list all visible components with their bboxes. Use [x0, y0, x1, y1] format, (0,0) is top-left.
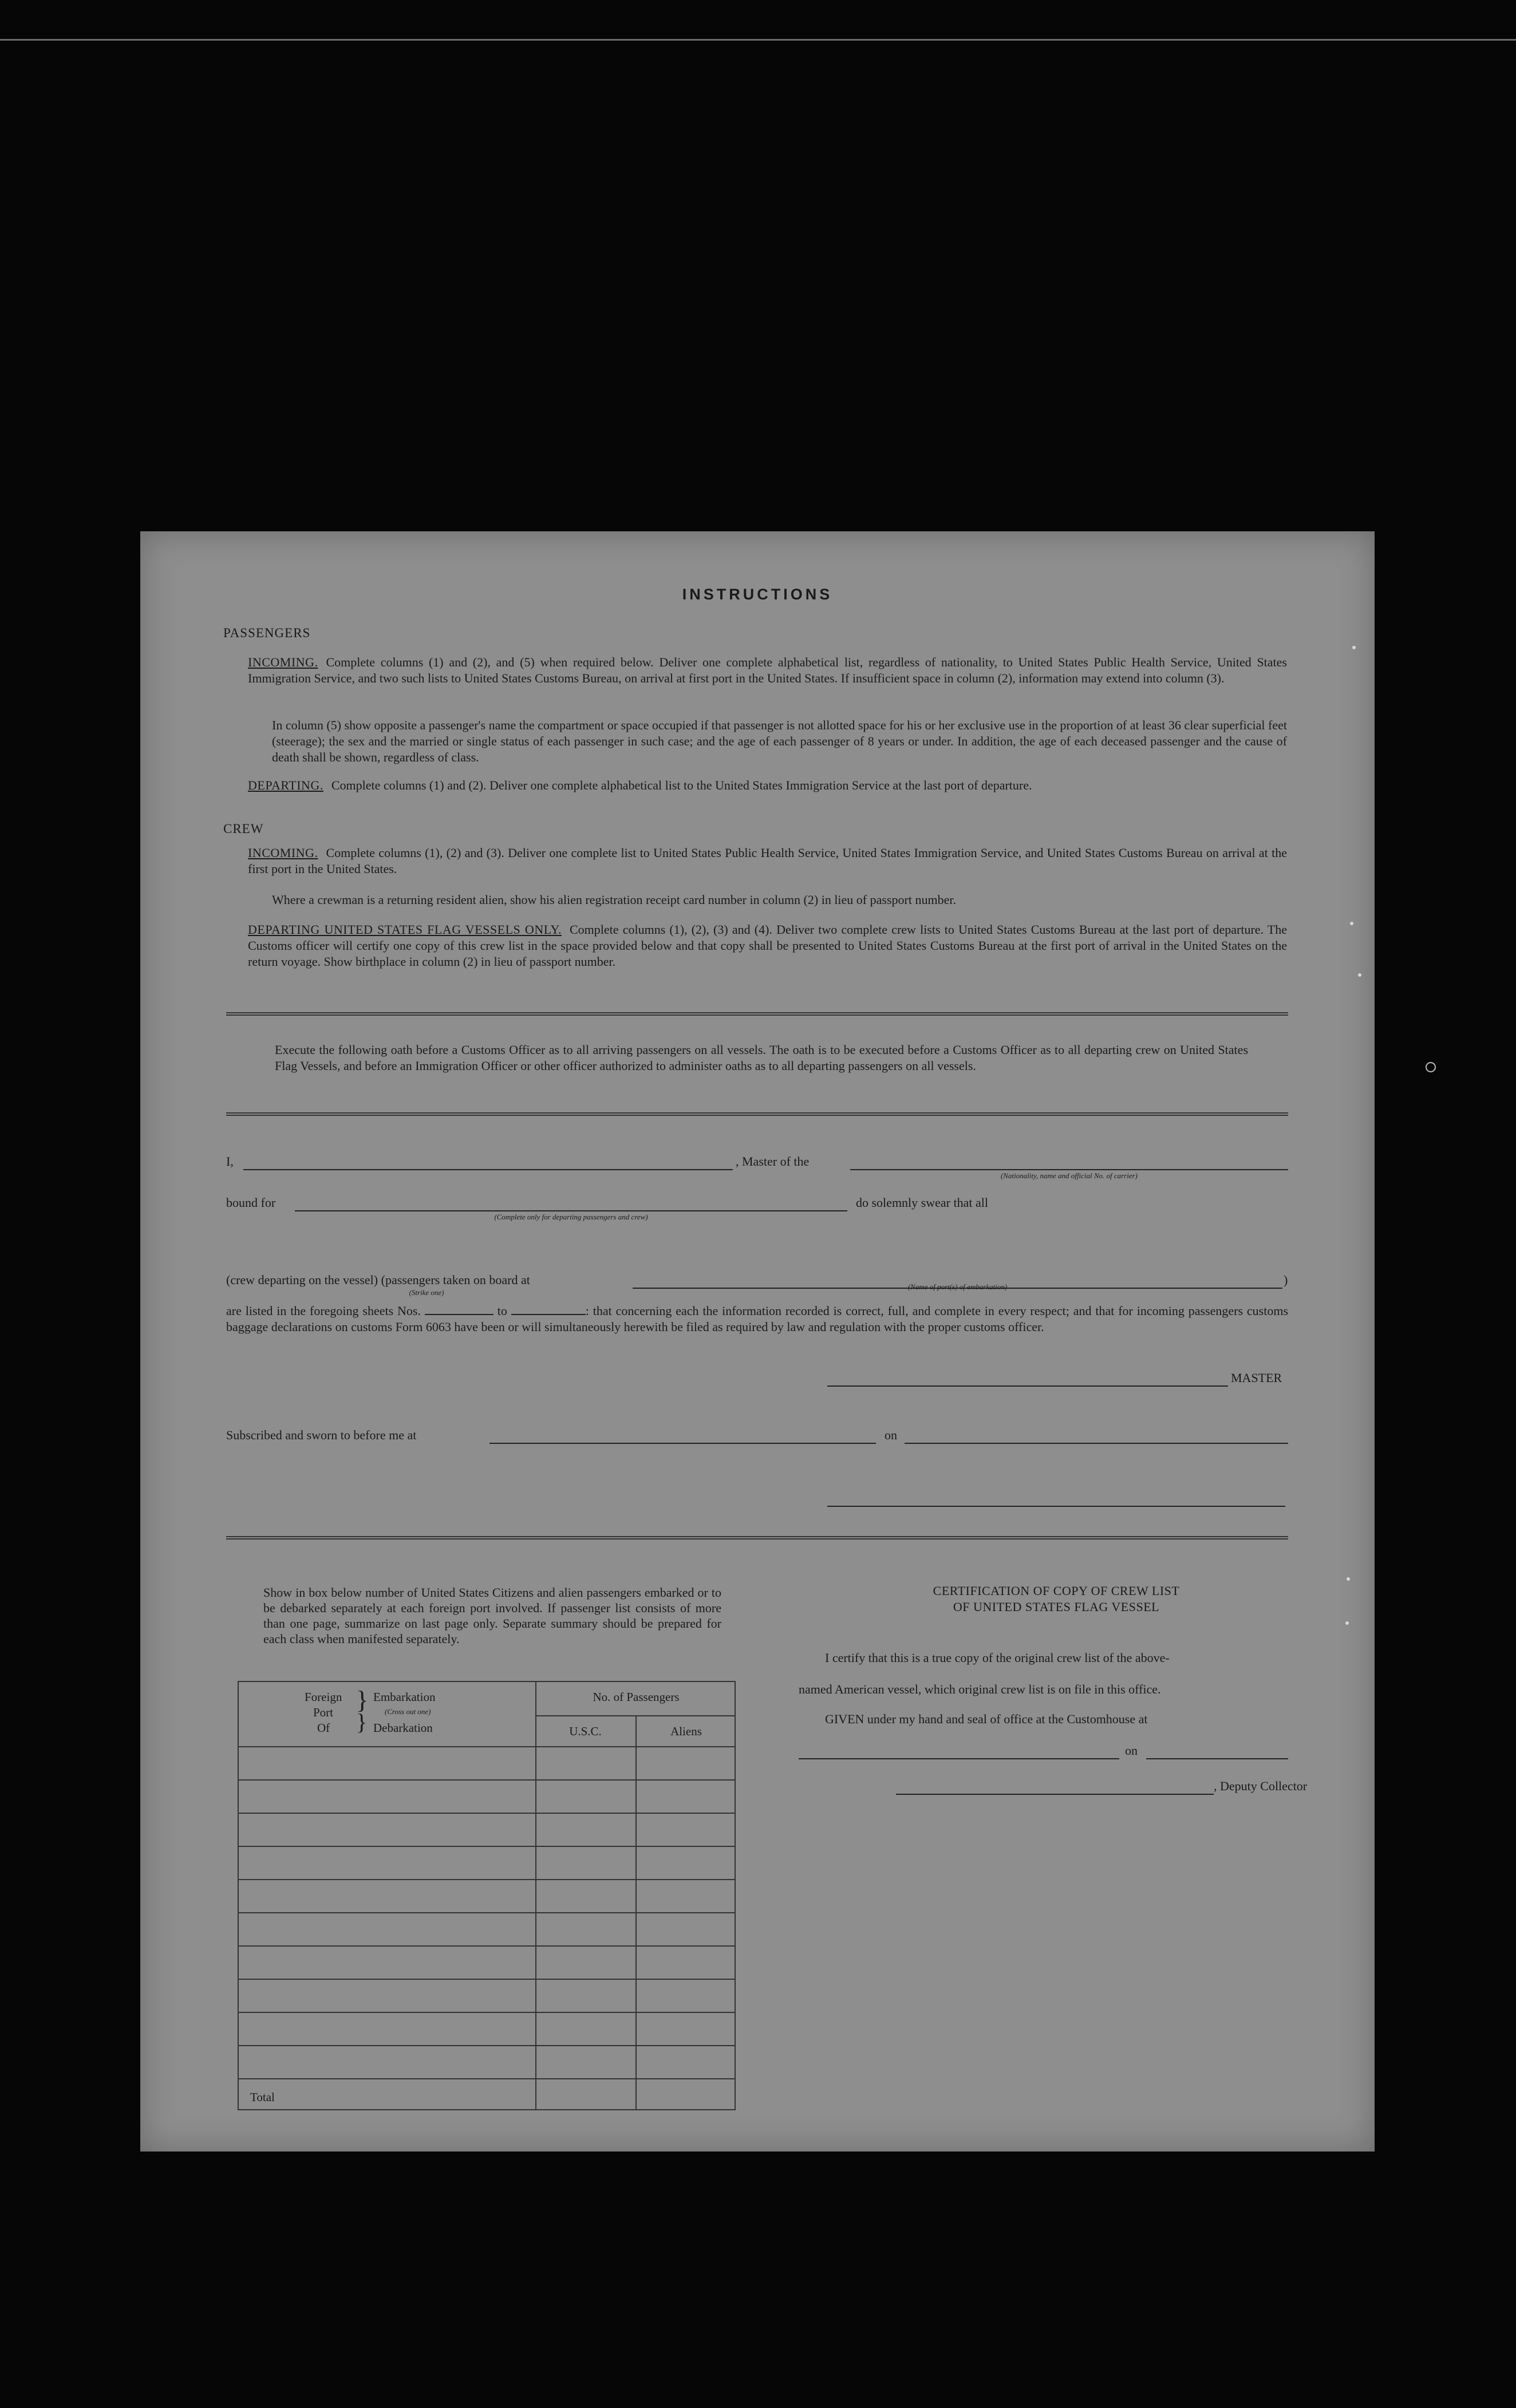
crew-incoming-text: Complete columns (1), (2) and (3). Deliver one complete list to United States Public Health Service, United States Immigration Service, and United States Customs Bureau on arrival at the first port in the United States.: [248, 846, 1287, 876]
certification-heading-2: OF UNITED STATES FLAG VESSEL: [953, 1600, 1160, 1614]
sheet-from-field[interactable]: [425, 1305, 494, 1315]
sworn-place-field[interactable]: [489, 1443, 876, 1444]
bound-for-label: bound for: [226, 1195, 276, 1210]
divider-double-rule: [226, 1112, 1288, 1116]
given-date-field[interactable]: [1146, 1758, 1288, 1759]
crew-departing-text: Complete columns (1), (2), (3) and (4). Deliver two complete crew lists to United States Customs Bureau at the last port of departure. The Customs officer will certify one copy of this crew list in the space provided below and that copy shall be presented to United States Customs Bureau at the first port of arrival in the United States on the return voyage. Show birthplace in column (2) in lieu of passport number.: [248, 922, 1288, 969]
aliens-header: Aliens: [670, 1724, 702, 1738]
sworn-on-label: on: [885, 1428, 897, 1442]
destination-field[interactable]: [295, 1210, 847, 1211]
embarkation-label: Embarkation: [373, 1690, 436, 1704]
deputy-signature-field[interactable]: [896, 1794, 1214, 1795]
of-label: Of: [317, 1721, 330, 1735]
oath-i-label: I,: [226, 1154, 234, 1169]
crew-departing-label: DEPARTING UNITED STATES FLAG VESSELS ONLY.: [248, 922, 562, 937]
crew-departing-paragraph: [248, 922, 1287, 970]
oath-statement: [226, 1303, 1288, 1335]
passengers-departing-label: DEPARTING.: [248, 778, 323, 792]
passengers-incoming-text: Complete columns (1) and (2), and (5) when required below. Deliver one complete alphabetical list, regardless of nationality, to United States Public Health Service, United States Immigration Service, and two such lists to United States Customs Bureau, on arrival at first port in the United States. If insufficient space in column (2), information may extend into column (3).: [248, 655, 1287, 685]
foreign-label: Foreign: [305, 1690, 342, 1704]
swear-text: do solemnly swear that all: [856, 1195, 988, 1210]
certify-line-1: I certify that this is a true copy of the original crew list of the above-: [825, 1651, 1170, 1665]
scan-top-border: [0, 39, 1516, 41]
box-instruction: Show in box below number of United States Citizens and alien passengers embarked or to be debarked separately at each foreign port involved. If passenger list consists of more than one page, summarize on last page only. Separate summary should be prepared for each class when manifested separately.: [263, 1585, 721, 1646]
divider-double-rule: [226, 1536, 1288, 1539]
port-label: Port: [313, 1706, 334, 1719]
listed-label: are listed in the foregoing sheets Nos.: [226, 1304, 421, 1318]
form-page: [140, 531, 1375, 2152]
master-name-field[interactable]: [243, 1169, 733, 1170]
given-on-label: on: [1125, 1743, 1138, 1758]
certify-line-2: named American vessel, which original crew list is on file in this office.: [799, 1682, 1161, 1696]
customhouse-field[interactable]: [799, 1758, 1119, 1759]
usc-header: U.S.C.: [569, 1724, 602, 1738]
subscribed-label: Subscribed and sworn to before me at: [226, 1428, 417, 1442]
carrier-hint: (Nationality, name and official No. of carrier): [1000, 1171, 1138, 1180]
passengers-heading: PASSENGERS: [223, 626, 311, 640]
passengers-departing-text: Complete columns (1) and (2). Deliver one complete alphabetical list to the United States Immigration Service at the last port of departure.: [331, 778, 1032, 792]
carrier-field[interactable]: [850, 1169, 1288, 1170]
sworn-date-field[interactable]: [905, 1443, 1288, 1444]
cross-out-hint: (Cross out one): [385, 1707, 431, 1716]
master-label: MASTER: [1231, 1371, 1282, 1385]
crew-departing-text: (crew departing on the vessel) (passengers taken on board at: [226, 1273, 530, 1287]
oath-instruction: Execute the following oath before a Customs Officer as to all arriving passengers on all vessels. The oath is to be executed before a Customs Officer as to all departing crew on United States Flag Vessels, and before an Immigration Officer or other officer authorized to administer oaths as to all departing passengers on all vessels.: [275, 1043, 1248, 1073]
deputy-collector-label: , Deputy Collector: [1214, 1779, 1308, 1793]
brace-icon: }: [356, 1709, 368, 1735]
divider-double-rule: [226, 1012, 1288, 1016]
total-label: Total: [250, 2090, 275, 2104]
no-passengers-header: No. of Passengers: [593, 1690, 680, 1704]
master-signature-field[interactable]: [827, 1385, 1228, 1387]
crew-incoming-label: INCOMING.: [248, 846, 318, 860]
destination-hint: (Complete only for departing passengers and crew): [494, 1213, 648, 1221]
debarkation-label: Debarkation: [373, 1721, 433, 1735]
given-text: GIVEN under my hand and seal of office at the Customhouse at: [825, 1712, 1148, 1726]
passengers-incoming-label: INCOMING.: [248, 655, 318, 669]
passengers-column5-paragraph: In column (5) show opposite a passenger's name the compartment or space occupied if that passenger is not allotted space for his or her exclusive use in the proportion of at least 36 clear superficial feet (steerage); the sex and the married or single status of each passenger in such case; and the age of each passenger of 8 years or under. In addition, the age of each deceased passenger and the cause of death shall be shown, regardless of class.: [272, 718, 1287, 764]
master-of-label: , Master of the: [736, 1154, 810, 1169]
statement-text: : that concerning each the information recorded is correct, full, and complete in every respect; and that for incoming passengers customs baggage declarations on customs Form 6063 have been or will simultaneously herewith be filed as required by law and regulation with the proper customs officer.: [226, 1304, 1289, 1334]
page-title: INSTRUCTIONS: [682, 586, 833, 603]
passengers-incoming-paragraph: [248, 654, 1287, 686]
strike-one-hint: (Strike one): [409, 1288, 444, 1297]
officer-signature-field[interactable]: [827, 1506, 1285, 1507]
ports-hint: (Name of port(s) of embarkation): [907, 1282, 1008, 1291]
crew-incoming-paragraph: [248, 845, 1287, 877]
brace-icon: }: [356, 1686, 369, 1714]
sheet-to-field[interactable]: [511, 1305, 586, 1315]
passengers-departing-paragraph: [248, 777, 1287, 794]
passenger-summary-table: [238, 1681, 736, 2110]
crew-resident-paragraph: Where a crewman is a returning resident alien, show his alien registration receipt card number in column (2) in lieu of passport number.: [272, 893, 956, 907]
crew-heading: CREW: [223, 822, 264, 836]
certification-heading-1: CERTIFICATION OF COPY OF CREW LIST: [933, 1584, 1180, 1598]
close-paren: ): [1284, 1273, 1288, 1287]
to-label: to: [497, 1304, 507, 1318]
